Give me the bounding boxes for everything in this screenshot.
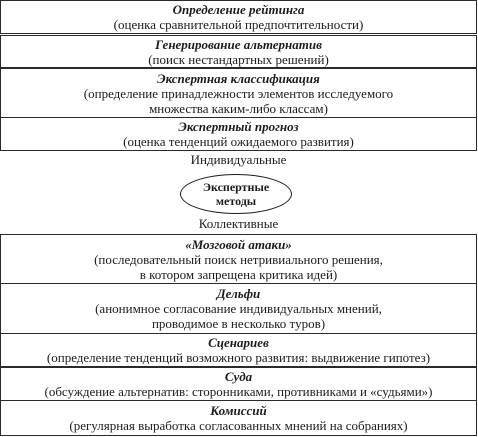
method-description: (определение тенденций возможного развития: выдвижение гипотез) bbox=[46, 350, 431, 365]
ellipse-line-1: Экспертные bbox=[202, 180, 270, 194]
method-title: Генерирование альтернатив bbox=[155, 36, 322, 52]
method-description: множества каким-либо классам) bbox=[149, 100, 328, 116]
method-description: проводимое в несколько туров) bbox=[151, 316, 326, 331]
expert-methods-ellipse bbox=[180, 174, 292, 214]
method-description: (последовательный поиск нетривиального решения, bbox=[94, 251, 383, 267]
method-title: Экспертная классификация bbox=[157, 70, 320, 86]
method-description: (поиск нестандартных решений) bbox=[148, 51, 329, 67]
method-title: Комиссий bbox=[210, 403, 267, 418]
method-box-court bbox=[0, 367, 477, 401]
method-box-alternatives bbox=[0, 35, 477, 68]
method-title: Суда bbox=[224, 369, 253, 384]
method-description: (обсуждение альтернатив: сторонниками, противниками и «судьями») bbox=[44, 384, 433, 399]
method-box-brainstorm bbox=[0, 234, 477, 284]
method-box-commission bbox=[0, 400, 477, 436]
method-description: (оценка тенденций ожидаемого развития) bbox=[123, 134, 354, 149]
method-description: (оценка сравнительной предпочтительности) bbox=[113, 17, 364, 32]
ellipse-line-2: методы bbox=[215, 194, 257, 208]
method-description: (определение принадлежности элементов исследуемого bbox=[83, 85, 394, 101]
method-description: в котором запрещена критика идей) bbox=[139, 266, 338, 282]
method-title: Дельфи bbox=[216, 286, 261, 301]
method-title: Сценариев bbox=[208, 335, 269, 350]
method-description: (регулярная выработка согласованных мнений на собраниях) bbox=[69, 418, 408, 433]
method-title: «Мозговой атаки» bbox=[185, 236, 292, 252]
method-title: Определение рейтинга bbox=[172, 2, 305, 17]
method-box-rating bbox=[0, 0, 477, 34]
method-description: (анонимное согласование индивидуальных мнений, bbox=[95, 301, 382, 316]
method-box-classification bbox=[0, 68, 477, 118]
method-box-delphi bbox=[0, 283, 477, 334]
individual-label: Индивидуальные bbox=[190, 152, 287, 167]
method-title: Экспертный прогноз bbox=[178, 119, 299, 134]
method-box-scenarios bbox=[0, 333, 477, 367]
method-box-forecast bbox=[0, 117, 477, 151]
collective-label: Коллективные bbox=[198, 216, 279, 231]
